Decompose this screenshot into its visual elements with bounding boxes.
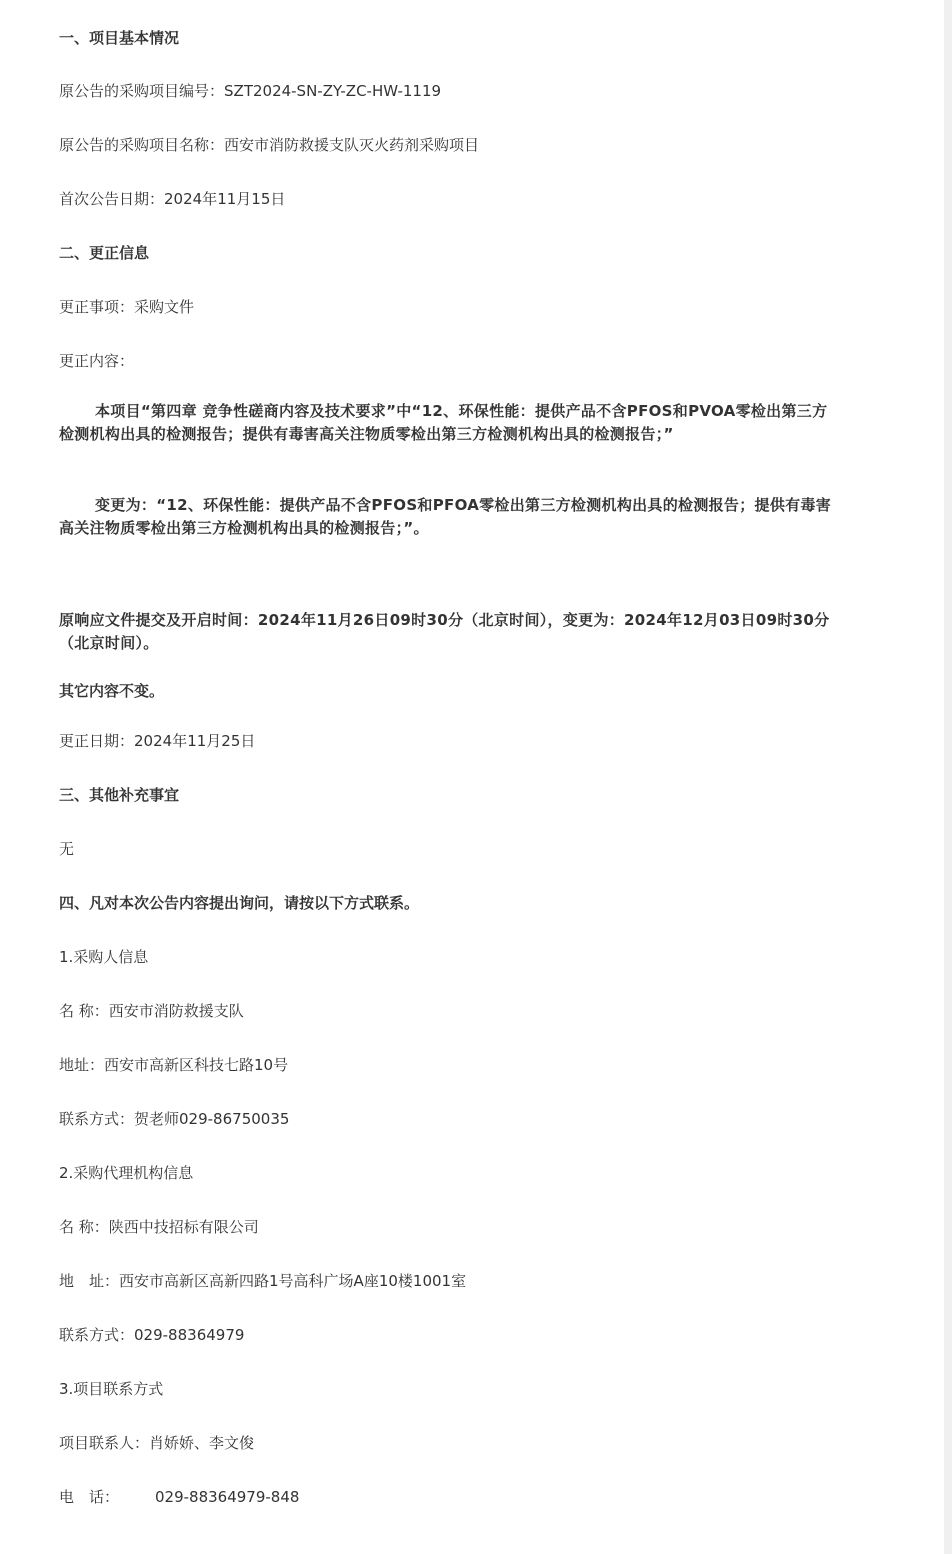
agency-address-label: 地 址：: [59, 1272, 120, 1290]
project-number-label: 原公告的采购项目编号：: [59, 82, 225, 100]
first-publish-date: [59, 188, 285, 210]
section1-heading: 一、项目基本情况: [59, 29, 180, 47]
changed-text-paragraph: 变更为：“12、环保性能：提供产品不含PFOS和PFOA零检出第三方检测机构出具的检测报告；提供有毒害高关注物质零检出第三方检测机构出具的检测报告；”。: [59, 496, 832, 537]
project-contact-title: 3.项目联系方式: [59, 1380, 164, 1398]
unchanged-note: 其它内容不变。: [59, 682, 165, 700]
project-contact-person: [59, 1432, 254, 1454]
project-number: [59, 80, 441, 102]
first-date-label: 首次公告日期：: [59, 190, 165, 208]
correction-item-label: 更正事项：: [59, 298, 135, 316]
original-text-paragraph: 本项目“第四章 竞争性磋商内容及技术要求”中“12、环保性能：提供产品不含PFOS和PVOA零检出第三方检测机构出具的检测报告；提供有毒害高关注物质零检出第三方检测机构出具的检测报告；”: [59, 402, 828, 443]
agency-name: [59, 1216, 259, 1238]
buyer-contact: [59, 1108, 289, 1130]
buyer-contact-label: 联系方式：: [59, 1110, 135, 1128]
project-contact-phone: [59, 1486, 299, 1508]
buyer-address-value: 西安市高新区科技七路10号: [104, 1056, 289, 1074]
time-change-paragraph: 原响应文件提交及开启时间：2024年11月26日09时30分（北京时间），变更为：2024年12月03日09时30分（北京时间）。: [59, 611, 830, 652]
buyer-address-label: 地址：: [59, 1056, 105, 1074]
buyer-name-label: 名 称：: [59, 1002, 109, 1020]
section3-value: 无: [59, 840, 75, 858]
buyer-name-value: 西安市消防救援支队: [108, 1002, 244, 1020]
agency-info-title: 2.采购代理机构信息: [59, 1164, 194, 1182]
project-name-value: 西安市消防救援支队灭火药剂采购项目: [224, 136, 480, 154]
project-contact-phone-value: 029-88364979-848: [155, 1488, 300, 1506]
buyer-contact-value: 贺老师029-86750035: [134, 1110, 290, 1128]
project-contact-person-value: 肖娇娇、李文俊: [149, 1434, 255, 1452]
correction-content-label: 更正内容：: [59, 352, 135, 370]
buyer-info-title: 1.采购人信息: [59, 948, 149, 966]
correction-item: [59, 296, 194, 318]
section2-heading: 二、更正信息: [59, 244, 150, 262]
buyer-name: [59, 1000, 244, 1022]
project-contact-person-label: 项目联系人：: [59, 1434, 150, 1452]
agency-contact: [59, 1324, 244, 1346]
project-contact-phone-label: 电 话：: [59, 1488, 120, 1506]
correction-item-value: 采购文件: [134, 298, 195, 316]
project-name-label: 原公告的采购项目名称：: [59, 136, 225, 154]
buyer-address: [59, 1054, 288, 1076]
correction-date-label: 更正日期：: [59, 732, 135, 750]
project-name: [59, 134, 479, 156]
section4-heading: 四、凡对本次公告内容提出询问，请按以下方式联系。: [59, 894, 420, 912]
agency-name-label: 名 称：: [59, 1218, 109, 1236]
vertical-scrollbar[interactable]: [944, 0, 952, 1554]
agency-contact-value: 029-88364979: [134, 1326, 245, 1344]
section3-heading: 三、其他补充事宜: [59, 786, 180, 804]
agency-name-value: 陕西中技招标有限公司: [108, 1218, 259, 1236]
agency-address: [59, 1270, 466, 1292]
agency-contact-label: 联系方式：: [59, 1326, 135, 1344]
agency-address-value: 西安市高新区高新四路1号高科广场A座10楼1001室: [119, 1272, 467, 1290]
project-number-value: SZT2024-SN-ZY-ZC-HW-1119: [224, 82, 442, 100]
first-date-value: 2024年11月15日: [164, 190, 286, 208]
correction-date: [59, 730, 255, 752]
correction-date-value: 2024年11月25日: [134, 732, 256, 750]
